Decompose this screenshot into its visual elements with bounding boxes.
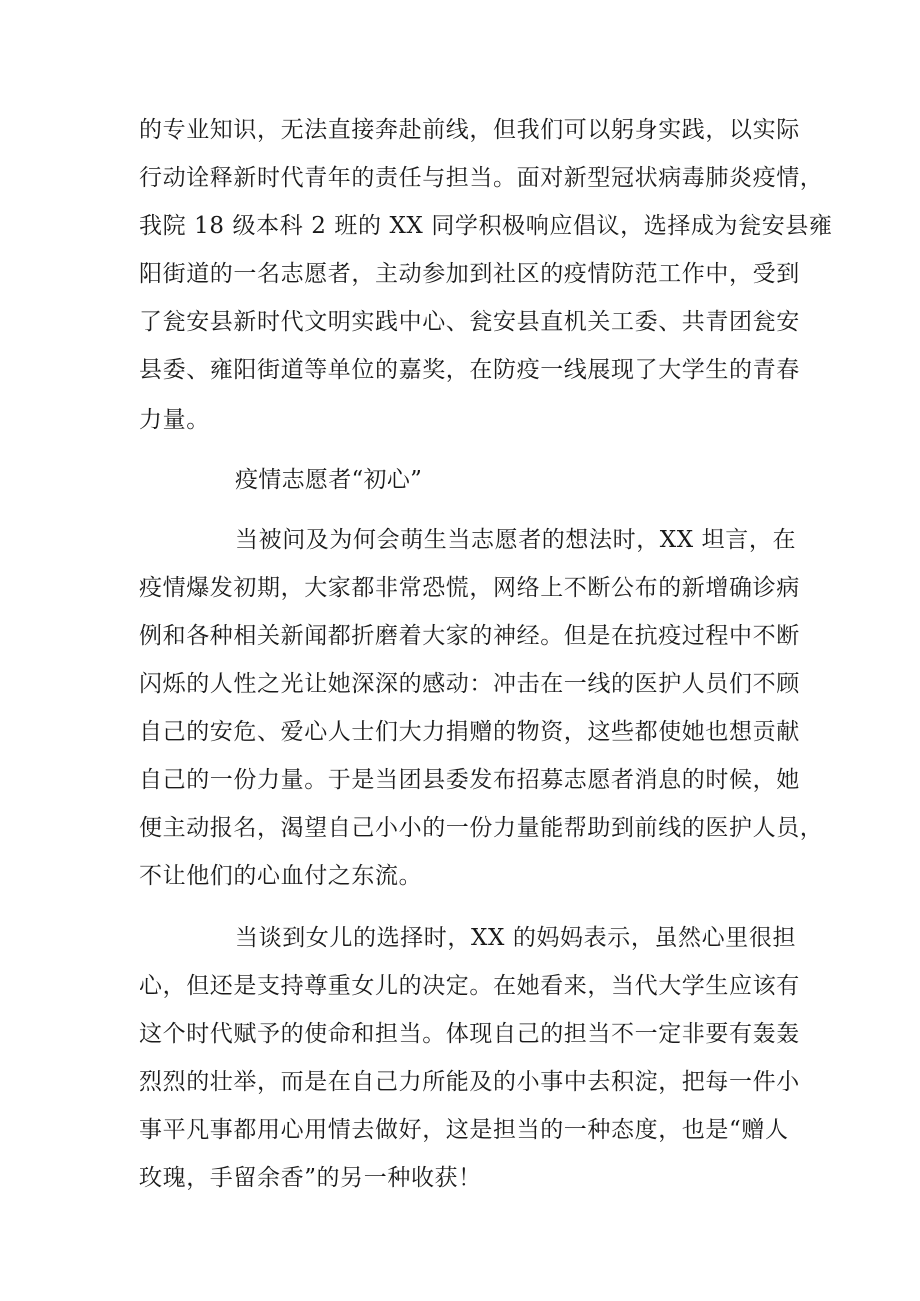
paragraph-1-line-5: 了瓮安县新时代文明实践中心、瓮安县直机关工委、共青团瓮安 — [139, 309, 800, 335]
paragraph-2-line-4: 闪烁的人性之光让她深深的感动：冲击在一线的医护人员们不顾 — [139, 671, 800, 697]
paragraph-1-line-1: 的专业知识，无法直接奔赴前线，但我们可以躬身实践，以实际 — [139, 117, 800, 143]
paragraph-2-line-5: 自己的安危、爱心人士们大力捐赠的物资，这些都使她也想贡献 — [139, 719, 800, 745]
paragraph-2-line-6: 自己的一份力量。于是当团县委发布招募志愿者消息的时候，她 — [139, 767, 800, 793]
paragraph-1-line-4: 阳街道的一名志愿者，主动参加到社区的疫情防范工作中，受到 — [139, 261, 800, 287]
paragraph-3-line-4: 烈烈的壮举，而是在自己力所能及的小事中去积淀，把每一件小 — [139, 1069, 800, 1095]
paragraph-3-line-1: 当谈到女儿的选择时，XX 的妈妈表示，虽然心里很担 — [235, 925, 797, 951]
paragraph-1-line-3: 我院 18 级本科 2 班的 XX 同学积极响应倡议，选择成为瓮安县雍 — [139, 213, 833, 239]
paragraph-2-line-8: 不让他们的心血付之东流。 — [139, 863, 423, 889]
paragraph-3-line-3: 这个时代赋予的使命和担当。体现自己的担当不一定非要有轰轰 — [139, 1021, 800, 1047]
paragraph-2-line-1: 当被问及为何会萌生当志愿者的想法时，XX 坦言，在 — [235, 527, 797, 553]
paragraph-1-line-2: 行动诠释新时代青年的责任与担当。面对新型冠状病毒肺炎疫情， — [139, 165, 824, 191]
paragraph-2-line-3: 例和各种相关新闻都折磨着大家的神经。但是在抗疫过程中不断 — [139, 623, 800, 649]
paragraph-2-line-7: 便主动报名，渴望自己小小的一份力量能帮助到前线的医护人员， — [139, 815, 824, 841]
paragraph-3-line-5: 事平凡事都用心用情去做好，这是担当的一种态度，也是“赠人 — [139, 1117, 789, 1143]
paragraph-1-line-6: 县委、雍阳街道等单位的嘉奖，在防疫一线展现了大学生的青春 — [139, 357, 800, 383]
paragraph-3-line-2: 心，但还是支持尊重女儿的决定。在她看来，当代大学生应该有 — [139, 973, 800, 999]
section-heading: 疫情志愿者“初心” — [235, 467, 423, 493]
paragraph-2-line-2: 疫情爆发初期，大家都非常恐慌，网络上不断公布的新增确诊病 — [139, 575, 800, 601]
paragraph-1-line-7: 力量。 — [139, 407, 210, 433]
paragraph-3-line-6: 玫瑰，手留余香”的另一种收获！ — [139, 1165, 482, 1191]
